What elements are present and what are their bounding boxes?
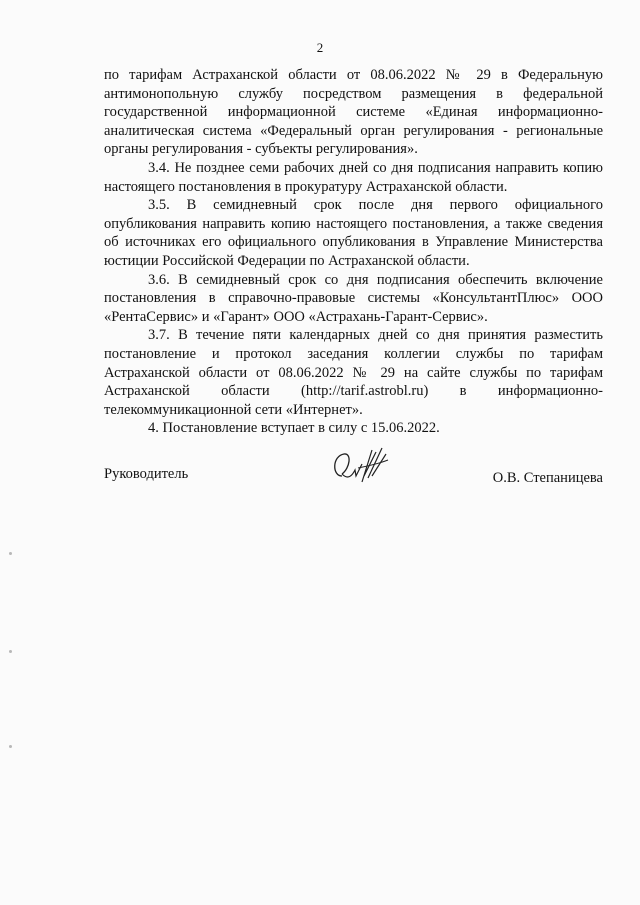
paragraph-3-6: 3.6. В семидневный срок со дня подписания обеспечить включение постановления в справочно-правовые системы «КонсультантПлюс» ООО «РентаСервис» и «Гарант» ООО «Астрахань-Гарант-Сервис». <box>104 271 603 325</box>
scan-margin-mark <box>9 745 12 748</box>
signature-block <box>104 446 603 496</box>
signatory-name: О.В. Степаницева <box>492 470 603 486</box>
signatory-title: Руководитель <box>104 466 189 482</box>
paragraph-3-5: 3.5. В семидневный срок после дня первого официального опубликования направить копию настоящего постановления, а также сведения об источниках его официального опубликования в Управление Министерства юстиции Российской Федерации по Астраханской области. <box>104 197 603 269</box>
page-number: 2 <box>316 40 324 55</box>
paragraph-3-4: 3.4. Не позднее семи рабочих дней со дня подписания направить копию настоящего постановления в прокуратуру Астраханской области. <box>104 159 603 195</box>
scan-margin-mark <box>9 552 12 555</box>
handwritten-signature-icon <box>328 446 398 492</box>
paragraph-continuation: по тарифам Астраханской области от 08.06.2022 № 29 в Федеральную антимонопольную службу посредством размещения в федеральной государственной информационной системе «Единая информационно-аналитическая система «Федеральный орган регулирования - региональные органы регулирования - субъекты регулирования». <box>104 67 603 158</box>
paragraph-4: 4. Постановление вступает в силу с 15.06.2022. <box>148 420 440 437</box>
paragraph-3-7: 3.7. В течение пяти календарных дней со дня принятия разместить постановление и протокол заседания коллегии службы по тарифам Астраханской области от 08.06.2022 № 29 на сайте службы по тарифам Астраханской области (http://tarif.astrobl.ru) в информационно-телекоммуникационной сети «Интернет». <box>104 327 603 418</box>
scan-margin-mark <box>9 650 12 653</box>
document-body <box>104 66 603 438</box>
